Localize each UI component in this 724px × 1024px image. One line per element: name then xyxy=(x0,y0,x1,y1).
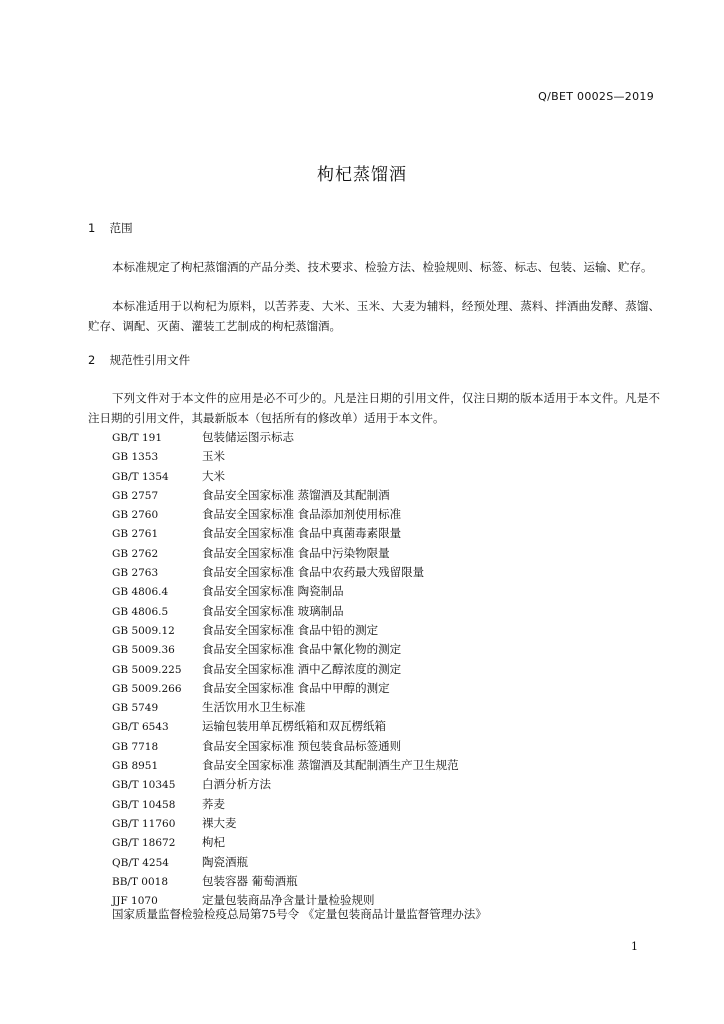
section-2-title: 规范性引用文件 xyxy=(109,353,191,367)
reference-item xyxy=(112,775,672,794)
reference-item xyxy=(112,486,672,505)
standard-code: Q/BET 0002S—2019 xyxy=(538,90,654,103)
reference-code: GB 1353 xyxy=(112,451,159,464)
reference-item xyxy=(112,447,672,466)
reference-code: GB 2757 xyxy=(112,489,159,502)
reference-title: 玉米 xyxy=(202,449,225,464)
reference-code: GB 2762 xyxy=(112,547,159,560)
reference-item xyxy=(112,814,672,833)
reference-item xyxy=(112,795,672,814)
section-1-paragraph-1: 本标准规定了枸杞蒸馏酒的产品分类、技术要求、检验方法、检验规则、标签、标志、包装、运输、贮存。 xyxy=(112,260,653,274)
reference-title: 食品安全国家标准 食品中氰化物的测定 xyxy=(202,642,402,657)
reference-code: GB/T 11760 xyxy=(112,817,176,830)
reference-item xyxy=(112,428,672,447)
reference-code: GB 5009.36 xyxy=(112,644,175,657)
reference-code: JJF 1070 xyxy=(112,895,158,908)
reference-item xyxy=(112,563,672,582)
reference-item xyxy=(112,582,672,601)
reference-code: GB/T 18672 xyxy=(112,837,176,850)
reference-title: 食品安全国家标准 预包装食品标签通则 xyxy=(202,738,402,753)
reference-code: GB 2763 xyxy=(112,567,159,580)
reference-item xyxy=(112,872,672,891)
section-2-heading xyxy=(88,352,190,368)
section-1-heading xyxy=(88,220,133,236)
reference-code: GB 5009.12 xyxy=(112,624,175,637)
reference-item xyxy=(112,660,672,679)
reference-item xyxy=(112,621,672,640)
reference-code: GB/T 10345 xyxy=(112,779,176,792)
reference-item xyxy=(112,467,672,486)
section-2-number: 2 xyxy=(88,353,96,367)
section-1-title: 范围 xyxy=(109,221,133,235)
reference-title: 枸杞 xyxy=(202,835,225,850)
reference-title: 大米 xyxy=(202,468,225,483)
reference-title: 食品安全国家标准 蒸馏酒及其配制酒生产卫生规范 xyxy=(202,758,459,773)
reference-code: GB 5009.225 xyxy=(112,663,182,676)
reference-item xyxy=(112,698,672,717)
reference-code: GB/T 1354 xyxy=(112,470,169,483)
section-1-paragraph-2: 本标准适用于以枸杞为原料，以苦荞麦、大米、玉米、大麦为辅料，经预处理、蒸料、拌酒曲发酵、蒸馏、贮存、调配、灭菌、灌装工艺制成的枸杞蒸馏酒。 xyxy=(88,299,660,333)
reference-item xyxy=(112,505,672,524)
section-2-intro: 下列文件对于本文件的应用是必不可少的。凡是注日期的引用文件，仅注日期的版本适用于本文件。凡是不注日期的引用文件，其最新版本（包括所有的修改单）适用于本文件。 xyxy=(88,391,660,425)
reference-item xyxy=(112,679,672,698)
reference-title: 食品安全国家标准 食品添加剂使用标准 xyxy=(202,507,402,522)
reference-item xyxy=(112,853,672,872)
reference-note: 国家质量监督检验检疫总局第75号令 《定量包装商品计量监督管理办法》 xyxy=(112,907,487,921)
reference-title: 包装容器 葡萄酒瓶 xyxy=(202,873,298,888)
reference-code: GB 5749 xyxy=(112,702,159,715)
reference-title: 食品安全国家标准 食品中污染物限量 xyxy=(202,545,390,560)
reference-code: GB 4806.5 xyxy=(112,605,169,618)
reference-item xyxy=(112,717,672,736)
reference-title: 陶瓷酒瓶 xyxy=(202,854,248,869)
reference-code: BB/T 0018 xyxy=(112,875,169,888)
reference-code: GB 7718 xyxy=(112,740,159,753)
reference-item xyxy=(112,640,672,659)
reference-title: 定量包装商品净含量计量检验规则 xyxy=(202,893,375,908)
reference-item xyxy=(112,756,672,775)
document-title: 枸杞蒸馏酒 xyxy=(317,165,407,185)
reference-title: 食品安全国家标准 食品中真菌毒素限量 xyxy=(202,526,402,541)
section-1-number: 1 xyxy=(88,221,96,235)
reference-code: GB 8951 xyxy=(112,760,159,773)
reference-title: 食品安全国家标准 食品中农药最大残留限量 xyxy=(202,565,425,580)
reference-title: 食品安全国家标准 酒中乙醇浓度的测定 xyxy=(202,661,402,676)
reference-title: 生活饮用水卫生标准 xyxy=(202,700,306,715)
reference-title: 食品安全国家标准 玻璃制品 xyxy=(202,603,344,618)
reference-code: GB 5009.266 xyxy=(112,682,182,695)
reference-title: 食品安全国家标准 陶瓷制品 xyxy=(202,584,344,599)
reference-title: 运输包装用单瓦楞纸箱和双瓦楞纸箱 xyxy=(202,719,386,734)
reference-title: 食品安全国家标准 食品中铅的测定 xyxy=(202,622,379,637)
reference-code: GB/T 6543 xyxy=(112,721,169,734)
reference-title: 食品安全国家标准 蒸馏酒及其配制酒 xyxy=(202,487,390,502)
page-number: 1 xyxy=(631,940,638,953)
reference-item xyxy=(112,737,672,756)
reference-code: GB 4806.4 xyxy=(112,586,169,599)
reference-title: 包装储运图示标志 xyxy=(202,430,294,444)
reference-list xyxy=(112,428,672,910)
reference-item xyxy=(112,524,672,543)
reference-code: GB 2760 xyxy=(112,509,159,522)
reference-title: 裸大麦 xyxy=(202,815,237,830)
reference-code: GB/T 191 xyxy=(112,432,163,444)
reference-title: 荞麦 xyxy=(202,796,225,811)
reference-item xyxy=(112,833,672,852)
reference-code: QB/T 4254 xyxy=(112,856,169,869)
reference-title: 白酒分析方法 xyxy=(202,777,271,792)
reference-item xyxy=(112,602,672,621)
reference-code: GB 2761 xyxy=(112,528,159,541)
reference-title: 食品安全国家标准 食品中甲醇的测定 xyxy=(202,680,390,695)
reference-code: GB/T 10458 xyxy=(112,798,176,811)
reference-item xyxy=(112,544,672,563)
